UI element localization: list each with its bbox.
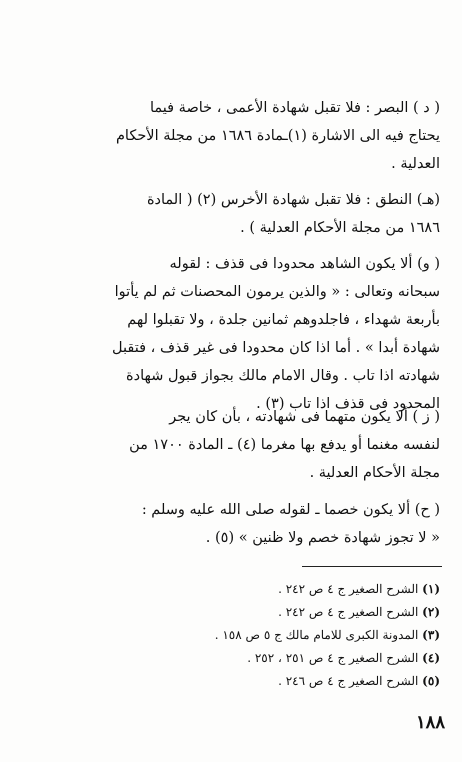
- paragraph-z-suspicion: [30, 403, 440, 487]
- footnote-item: [60, 670, 440, 693]
- footnote-item: [60, 578, 440, 601]
- footnote-item: [60, 647, 440, 670]
- text-line: لنفسه مغنما أو يدفع بها مغرما (٤) ـ المادة ١٧٠٠ من: [129, 437, 440, 453]
- text-line: شهادته اذا تاب . وقال الامام مالك بجواز قبول شهادة: [126, 368, 440, 384]
- footnote-text: الشرح الصغير ج ٤ ص ٢٤٢ .: [278, 605, 419, 619]
- footnote-text: الشرح الصغير ج ٤ ص ٢٤٢ .: [278, 582, 419, 596]
- footnote-item: [60, 624, 440, 647]
- text-line: ١٦٨٦ من مجلة الأحكام العدلية ) .: [240, 220, 440, 236]
- footnotes-list: [60, 578, 440, 693]
- paragraph-h-speech: [30, 186, 440, 242]
- footnote-number: (٣): [422, 628, 440, 642]
- footnote-number: (٤): [422, 651, 440, 665]
- footnote-number: (٢): [422, 605, 440, 619]
- footnote-item: [60, 601, 440, 624]
- text-line: سبحانه وتعالى : « والذين يرمون المحصنات ثم لم يأتوا: [114, 284, 440, 300]
- paragraph-h-adversary: [30, 496, 440, 552]
- text-line: ( ز ) ألا يكون متهما فى شهادته ، بأن كان يجر: [169, 409, 440, 425]
- paragraph-d-sight: [30, 94, 440, 178]
- footnote-divider: [302, 566, 442, 567]
- page-number: ١٨٨: [416, 712, 446, 733]
- footnote-number: (٥): [422, 674, 440, 688]
- footnote-text: المدونة الكبرى للامام مالك ج ٥ ص ١٥٨ .: [214, 628, 419, 642]
- footnote-text: الشرح الصغير ج ٤ ص ٢٤٦ .: [278, 674, 419, 688]
- text-line: ( ح) ألا يكون خصما ـ لقوله صلى الله عليه وسلم :: [141, 502, 440, 518]
- text-line: المحدود فى قذف اذا تاب (٣) .: [256, 396, 440, 412]
- text-line: بأربعة شهداء ، فاجلدوهم ثمانين جلدة ، ولا تقبلوا لهم: [127, 312, 440, 328]
- paragraph-w-slander: [30, 250, 440, 418]
- text-line: يحتاج فيه الى الاشارة (١)ـمادة ١٦٨٦ من مجلة الأحكام: [115, 128, 440, 144]
- text-line: ( د ) البصر : فلا تقبل شهادة الأعمى ، خاصة فيما: [149, 100, 440, 116]
- footnote-text: الشرح الصغير ج ٤ ص ٢٥١ ، ٢٥٢ .: [247, 651, 419, 665]
- footnote-number: (١): [422, 582, 440, 596]
- text-line: ( و) ألا يكون الشاهد محدودا فى قذف : لقوله: [169, 256, 440, 272]
- text-line: (هـ) النطق : فلا تقبل شهادة الأخرس (٢) ( المادة: [146, 192, 440, 208]
- text-line: العدلية .: [391, 156, 440, 172]
- text-line: مجلة الأحكام العدلية .: [309, 465, 440, 481]
- text-line: شهادة أبدا » . أما اذا كان محدودا فى غير قذف ، فتقبل: [112, 340, 440, 356]
- text-line: « لا تجوز شهادة خصم ولا ظنين » (٥) .: [205, 530, 440, 546]
